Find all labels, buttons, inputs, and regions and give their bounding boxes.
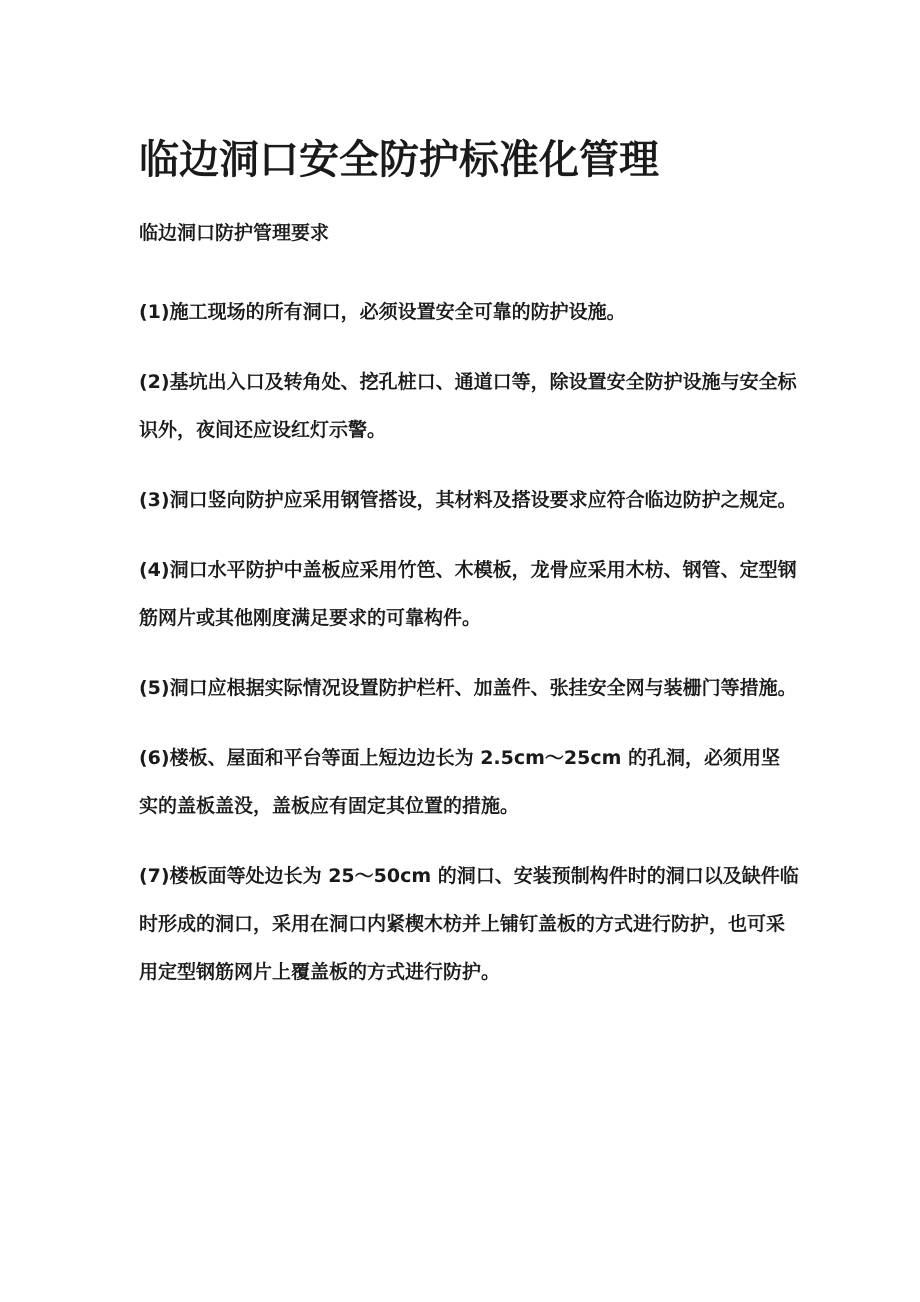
paragraph-7: (7)楼板面等处边长为 25～50cm 的洞口、安装预制构件时的洞口以及缺件临时形成的洞口，采用在洞口内紧楔木枋并上铺钉盖板的方式进行防护，也可采用定型钢筋网片上覆盖板的方式进行防护。 [139, 865, 799, 983]
section-heading: 临边洞口防护管理要求 [139, 222, 330, 244]
paragraph-5: (5)洞口应根据实际情况设置防护栏杆、加盖件、张挂安全网与装栅门等措施。 [139, 677, 797, 699]
paragraph-1: (1)施工现场的所有洞口，必须设置安全可靠的防护设施。 [139, 301, 626, 323]
paragraph-6: (6)楼板、屋面和平台等面上短边边长为 2.5cm～25cm 的孔洞，必须用坚实的盖板盖没，盖板应有固定其位置的措施。 [139, 747, 781, 817]
paragraph-4: (4)洞口水平防护中盖板应采用竹笆、木模板，龙骨应采用木枋、钢管、定型钢筋网片或其他刚度满足要求的可靠构件。 [139, 559, 797, 629]
paragraph-3: (3)洞口竖向防护应采用钢管搭设，其材料及搭设要求应符合临边防护之规定。 [139, 489, 797, 511]
paragraph-2: (2)基坑出入口及转角处、挖孔桩口、通道口等，除设置安全防护设施与安全标识外，夜间还应设红灯示警。 [139, 371, 797, 441]
document-title: 临边洞口安全防护标准化管理 [139, 137, 659, 183]
document-page [139, 130, 799, 996]
